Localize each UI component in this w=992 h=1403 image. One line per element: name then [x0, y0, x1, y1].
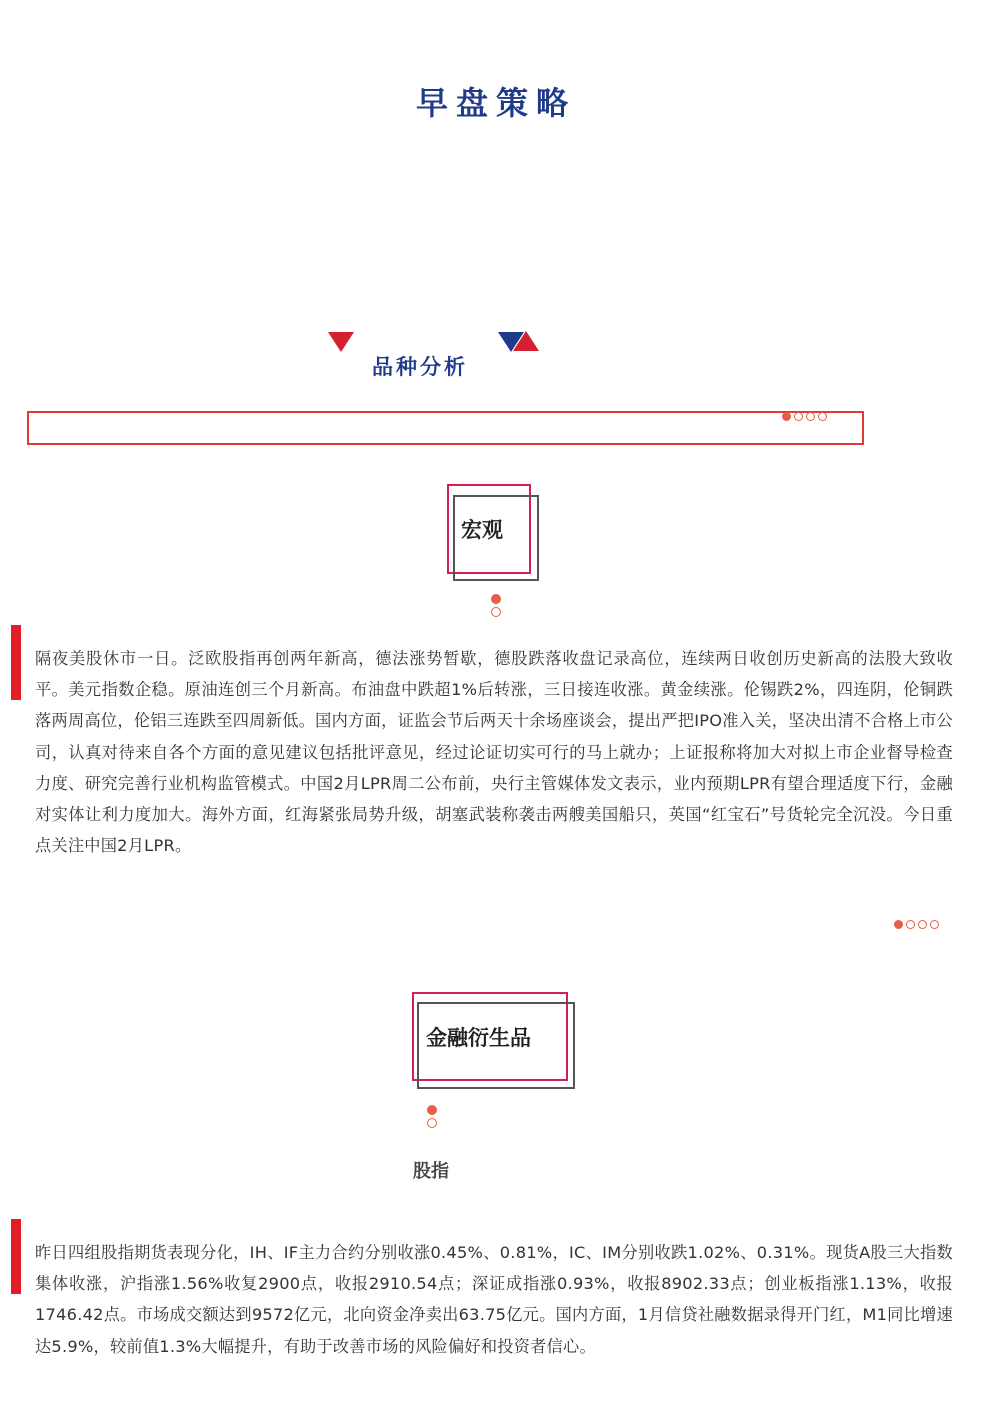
section-banner: [27, 411, 864, 445]
macro-paragraph: 隔夜美股休市一日。泛欧股指再创两年新高，德法涨势暂歇，德股跌落收盘记录高位，连续两日收创历史新高的法股大致收平。美元指数企稳。原油连创三个月新高。布油盘中跌超1%后转涨，三日接连收涨。黄金续涨。伦锡跌2%，四连阴，伦铜跌落两周高位，伦铝三连跌至四周新低。国内方面，证监会节后两天十余场座谈会，提出严把IPO准入关，坚决出清不合格上市公司，认真对待来自各个方面的意见建议包括批评意见，经过论证切实可行的马上就办；上证报称将加大对拟上市企业督导检查力度、研究完善行业机构监管模式。中国2月LPR周二公布前，央行主管媒体发文表示，业内预期LPR有望合理适度下行，金融对实体让利力度加大。海外方面，红海紧张局势升级，胡塞武装称袭击两艘美国船只，英国“红宝石”号货轮完全沉没。今日重点关注中国2月LPR。: [35, 649, 953, 856]
paragraph-accent-bar: [11, 625, 21, 700]
derivatives-paragraph: 昨日四组股指期货表现分化，IH、IF主力合约分别收涨0.45%、0.81%，IC、IM分别收跌1.02%、0.31%。现货A股三大指数集体收涨，沪指涨1.56%收复2900点，收报2910.54点；深证成指涨0.93%，收报8902.33点；创业板指涨1.13%，收报1746.42点。市场成交额达到9572亿元，北向资金净卖出63.75亿元。国内方面，1月信贷社融数据录得开门红，M1同比增速达5.9%，较前值1.3%大幅提升，有助于改善市场的风险偏好和投资者信心。: [35, 1243, 953, 1356]
red-triangle-icon: [328, 332, 354, 352]
pagination-dots-icon: [782, 412, 827, 421]
derivatives-label: 金融衍生品: [426, 1026, 531, 1050]
paragraph-accent-bar: [11, 1219, 21, 1294]
section-title: 品种分析: [372, 355, 468, 379]
stock-index-subtitle: 股指: [413, 1161, 449, 1182]
vertical-dots-icon: [427, 1105, 437, 1128]
macro-label: 宏观: [461, 518, 503, 542]
vertical-dots-icon: [491, 594, 501, 617]
document-title: 早盘策略: [415, 84, 576, 122]
red-triangle-up-icon: [513, 331, 539, 351]
pagination-dots-icon: [894, 920, 939, 929]
